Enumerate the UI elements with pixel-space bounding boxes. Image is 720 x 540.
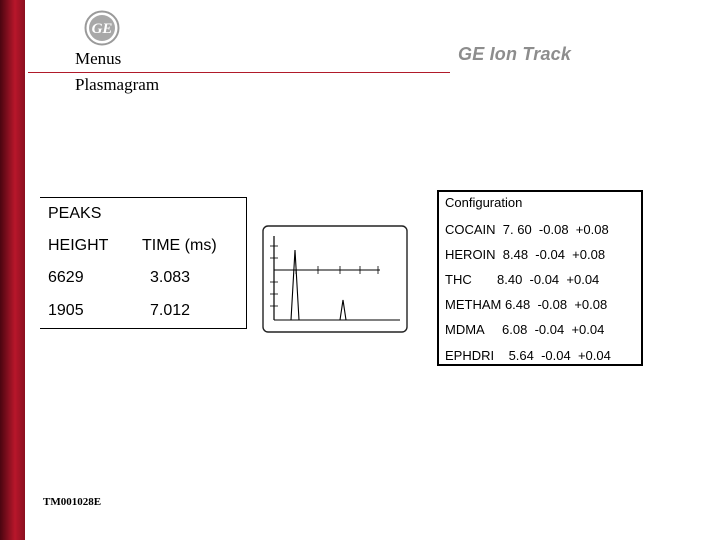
- brand-name: GE Ion Track: [458, 44, 572, 64]
- peak-row-1-time: 3.083: [150, 269, 191, 286]
- peak-row-2-time: 7.012: [150, 302, 191, 319]
- config-row-thc: THC 8.40 -0.04 +0.04: [445, 272, 600, 287]
- peak-row-1-height: 6629: [48, 269, 84, 286]
- config-row-ephdri: EPHDRI 5.64 -0.04 +0.04: [445, 348, 611, 363]
- peaks-title: PEAKS: [48, 205, 102, 222]
- title-menus: Menus: [75, 49, 122, 68]
- peaks-col-height: HEIGHT: [48, 237, 109, 254]
- title-plasmagram: Plasmagram: [75, 75, 160, 94]
- side-accent-bar: [0, 0, 25, 540]
- configuration-title: Configuration: [445, 195, 523, 210]
- plasmagram-thumbnail: [260, 220, 410, 335]
- header-rule: [28, 72, 450, 73]
- document-code: TM001028E: [43, 496, 102, 508]
- peak-row-2-height: 1905: [48, 302, 84, 319]
- config-row-heroin: HEROIN 8.48 -0.04 +0.08: [445, 247, 606, 262]
- svg-text:GE: GE: [91, 21, 113, 37]
- config-row-cocain: COCAIN 7. 60 -0.08 +0.08: [445, 222, 609, 237]
- ge-logo-icon: [84, 10, 120, 46]
- config-row-metham: METHAM 6.48 -0.08 +0.08: [445, 297, 608, 312]
- peaks-col-time: TIME (ms): [142, 237, 217, 254]
- config-row-mdma: MDMA 6.08 -0.04 +0.04: [445, 322, 605, 337]
